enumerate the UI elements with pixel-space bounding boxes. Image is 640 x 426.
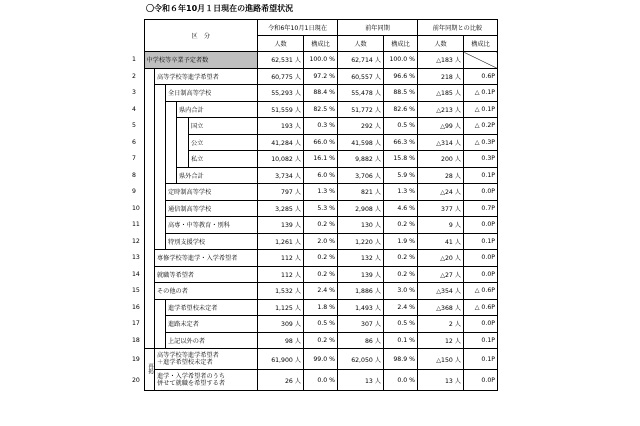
row-label: 就職等希望者 — [155, 266, 258, 283]
row-label: 中学校等卒業予定者数 — [144, 52, 258, 69]
empty-slash-cell — [464, 52, 498, 69]
table-row: 1 中学校等卒業予定者数 62,531 人 100.0 % 62,714 人 100.0 % △183 人 — [130, 52, 498, 69]
table-row: 15 その他の者 1,532 人 2.4 % 1,886 人 3.0 % △354 人 △ 0.6P — [130, 283, 498, 300]
page-title: 〇令和６年10月１日現在の進路希望状況 — [146, 4, 294, 13]
row-label: 公立 — [189, 134, 258, 151]
table-row: 13 専修学校等進学・入学希望者 112 人 0.2 % 132 人 0.2 % △20 人 0.0P — [130, 250, 498, 267]
table-row: 5 国立 193 人 0.3 % 292 人 0.5 % △99 人 △ 0.2P — [130, 118, 498, 135]
row-label: 私立 — [189, 151, 258, 168]
row-label: 高等学校等進学希望者 ＋進学希望校未定者 — [155, 349, 258, 370]
row-label: その他の者 — [155, 283, 258, 300]
row-label: 県外合計 — [177, 167, 258, 184]
header-kubun: 区 分 — [144, 20, 258, 52]
subheader-ratio: 構成比 — [464, 36, 498, 52]
row-label: 国立 — [189, 118, 258, 135]
row-label: 全日制高等学校 — [166, 85, 258, 102]
header-previous: 前年同期 — [338, 20, 418, 36]
table-row: 2 高等学校等進学希望者 60,775 人 97.2 % 60,557 人 96.6 % 218 人 0.6P — [130, 68, 498, 85]
table-row: 19 再掲 高等学校等進学希望者 ＋進学希望校未定者 61,900 人 99.0 % 62,050 人 98.9 % △150 人 0.1P — [130, 349, 498, 370]
row-label: 高専・中等教育・別科 — [166, 217, 258, 234]
reshown-label: 再掲 — [144, 349, 155, 391]
subheader-count: 人数 — [258, 36, 304, 52]
table-row: 4 県内合計 51,559 人 82.5 % 51,772 人 82.6 % △213 人 △ 0.1P — [130, 101, 498, 118]
table-row: 6 公立 41,284 人 66.0 % 41,598 人 66.3 % △314 人 △ 0.3P — [130, 134, 498, 151]
table-row: 16 進学希望校未定者 1,125 人 1.8 % 1,493 人 2.4 % △368 人 △ 0.6P — [130, 299, 498, 316]
table-row: 11 高専・中等教育・別科 139 人 0.2 % 130 人 0.2 % 9 人 0.0P — [130, 217, 498, 234]
table-row: 3 全日制高等学校 55,293 人 88.4 % 55,478 人 88.5 % △185 人 △ 0.1P — [130, 85, 498, 102]
row-label: 進学・入学希望者のうち 併せて就職を希望する者 — [155, 370, 258, 391]
header-current: 令和6年10月1日現在 — [258, 20, 338, 36]
row-label: 定時制高等学校 — [166, 184, 258, 201]
subheader-count: 人数 — [338, 36, 384, 52]
subheader-ratio: 構成比 — [384, 36, 418, 52]
table-row: 18 上記以外の者 98 人 0.2 % 86 人 0.1 % 12 人 0.1P — [130, 332, 498, 349]
subheader-ratio: 構成比 — [304, 36, 338, 52]
row-label: 進学希望校未定者 — [166, 299, 258, 316]
row-label: 進路未定者 — [166, 316, 258, 333]
table-row: 10 通信制高等学校 3,285 人 5.3 % 2,908 人 4.6 % 377 人 0.7P — [130, 200, 498, 217]
subheader-count: 人数 — [418, 36, 464, 52]
table-row: 14 就職等希望者 112 人 0.2 % 139 人 0.2 % △27 人 0.0P — [130, 266, 498, 283]
table-row: 20 進学・入学希望者のうち 併せて就職を希望する者 26 人 0.0 % 13 人 0.0 % 13 人 0.0P — [130, 370, 498, 391]
row-label: 専修学校等進学・入学希望者 — [155, 250, 258, 267]
table-row: 12 特別支援学校 1,261 人 2.0 % 1,220 人 1.9 % 41 人 0.1P — [130, 233, 498, 250]
row-label: 県内合計 — [177, 101, 258, 118]
table-row: 17 進路未定者 309 人 0.5 % 307 人 0.5 % 2 人 0.0P — [130, 316, 498, 333]
row-label: 高等学校等進学希望者 — [155, 68, 258, 85]
career-status-table — [130, 19, 498, 391]
table-row: 7 私立 10,082 人 16.1 % 9,882 人 15.8 % 200 人 0.3P — [130, 151, 498, 168]
header-compare: 前年同期との比較 — [418, 20, 498, 36]
row-label: 通信制高等学校 — [166, 200, 258, 217]
table-row: 8 県外合計 3,734 人 6.0 % 3,706 人 5.9 % 28 人 0.1P — [130, 167, 498, 184]
row-label: 特別支援学校 — [166, 233, 258, 250]
table-row: 9 定時制高等学校 797 人 1.3 % 821 人 1.3 % △24 人 0.0P — [130, 184, 498, 201]
table-header-row — [130, 20, 498, 36]
row-label: 上記以外の者 — [166, 332, 258, 349]
